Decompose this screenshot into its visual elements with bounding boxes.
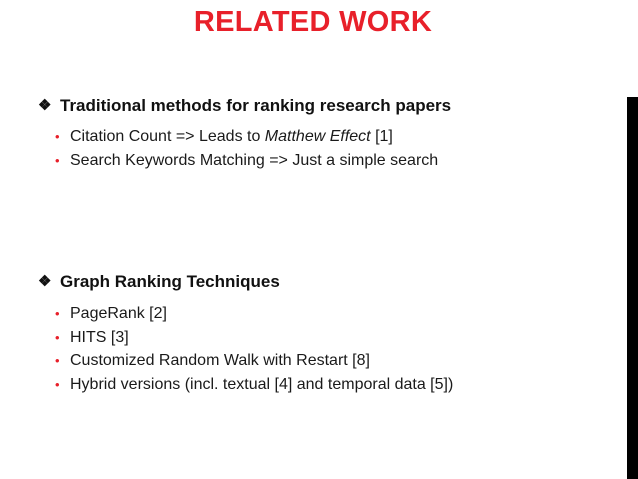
slide-title: RELATED WORK [193,6,433,38]
bullet-dot-icon: • [55,153,60,168]
section-graph-ranking [38,271,453,396]
bullet-text: Customized Random Walk with Restart [8] [70,352,370,369]
bullet-dot-icon: • [55,376,60,392]
bullet-dot-icon: • [55,353,60,368]
bullet-list [55,302,453,396]
diamond-bullet-icon: ❖ [38,97,52,114]
list-item [55,149,451,173]
bullet-text-prefix: Citation Count => Leads to [70,128,265,145]
list-item [55,125,451,149]
bullet-text [70,125,393,149]
section-heading [38,95,451,117]
list-item [55,373,453,397]
diamond-bullet-icon: ❖ [38,273,52,290]
section-heading-text: Graph Ranking Techniques [60,272,280,291]
section-heading [38,271,453,293]
bullet-text: HITS [3] [70,328,129,346]
list-item [55,302,453,326]
bullet-text-suffix: [1] [370,128,393,145]
bullet-dot-icon: • [55,306,60,321]
list-item [55,326,453,350]
bullet-dot-icon: • [55,329,60,345]
side-bar [627,97,638,479]
section-traditional-methods [38,95,451,173]
bullet-text: PageRank [2] [70,305,167,322]
bullet-text-emphasis: Matthew Effect [264,128,371,145]
list-item [55,349,453,373]
section-heading-text: Traditional methods for ranking research papers [60,96,452,115]
bullet-list [55,125,451,173]
bullet-text: Search Keywords Matching => Just a simple search [70,152,439,169]
bullet-text: Hybrid versions (incl. textual [4] and temporal data [5]) [70,375,454,393]
bullet-dot-icon: • [55,129,60,144]
